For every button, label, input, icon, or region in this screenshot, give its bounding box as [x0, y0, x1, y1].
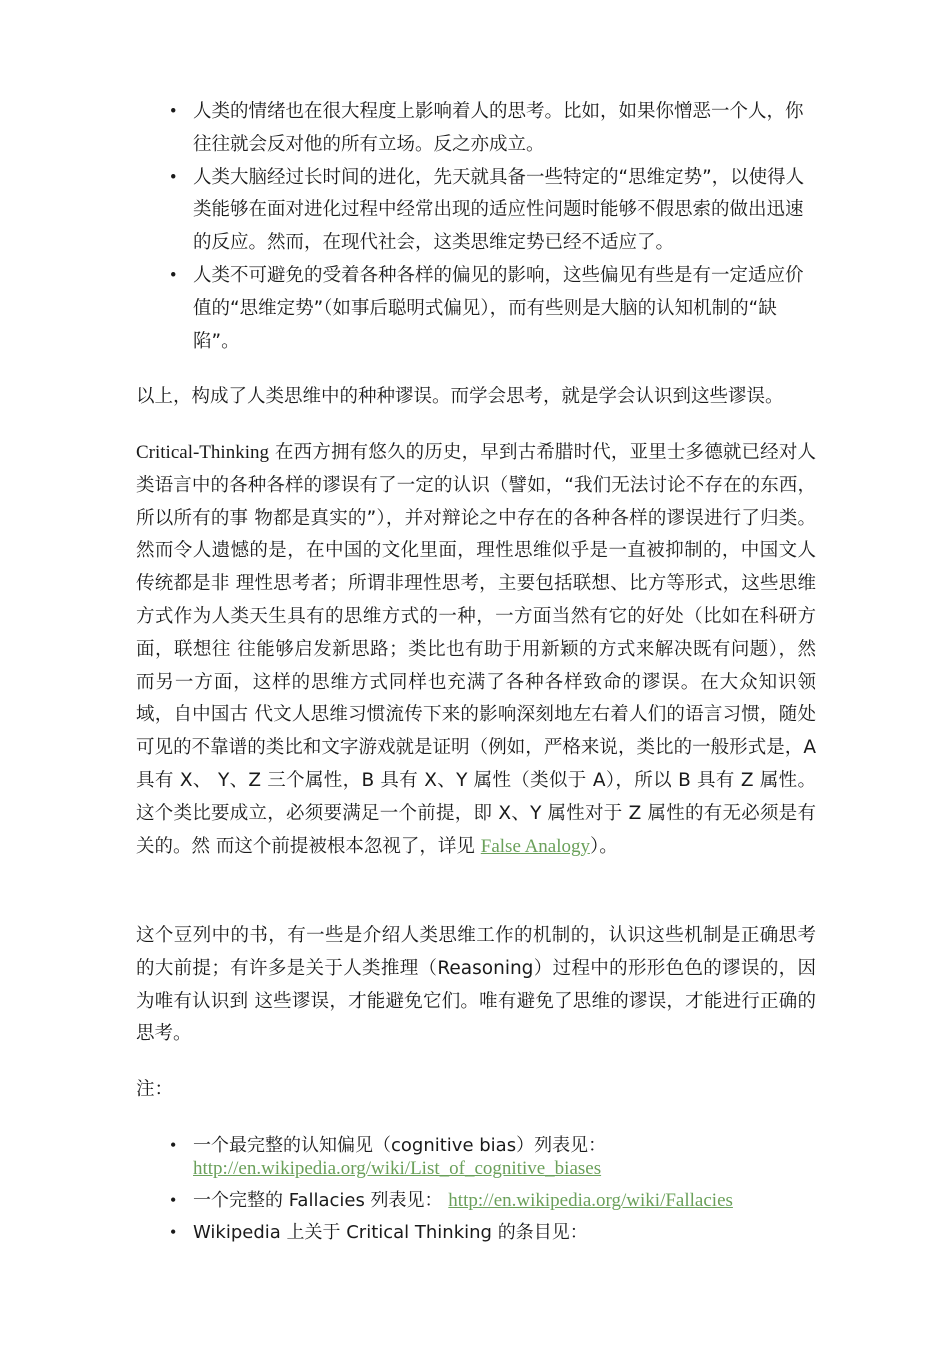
bullet-icon: • — [170, 167, 177, 188]
bullet-icon: • — [170, 265, 177, 286]
fallacies-link[interactable]: http://en.wikipedia.org/wiki/Fallacies — [448, 1190, 733, 1211]
critical-thinking-body: 在西方拥有悠久的历史，早到古希腊时代，亚里士多德就已经对人类语言中的各种各样的谬误有了一定的认识（譬如，“我们无法讨论不存在的东西，所以所有的事 物都是真实的”），并对辩论之中存在的各种各样的谬误进行了归类。然而令人遗憾的是，在中国的文化里面，理性思维似乎是一直被抑制的，中国文人传统都是非 理性思考者；所谓非理性思考，主要包括联想、比方等形式，这些思维方式作为人类天生具有的思维方式的一种，一方面当然有它的好处（比如在科研方面，联想往 往能够启发新思路；类比也有助于用新颖的方式来解决既有问题），然而另一方面，这样的思维方式同样也充满了各种各样致命的谬误。在大众知识领域，自中国古 代文人思维习惯流传下来的影响深刻地左右着人们的语言习惯，随处可见的不靠谱的类比和文字游戏就是证明（例如，严格来说，类比的一般形式是，A 具有 X、 Y、Z 三个属性，B 具有 X、Y 属性（类似于 A），所以 B 具有 Z 属性。这个类比要成立，必须要满足一个前提，即 X、Y 属性对于 Z 属性的有无必须是有关的。然 而这个前提被根本忽视了，详见 — [136, 442, 816, 857]
bias-bullet-list — [166, 96, 816, 358]
note-text: Wikipedia 上关于 Critical Thinking 的条目见： — [193, 1222, 588, 1243]
bullet-text: 人类大脑经过长时间的进化，先天就具备一些特定的“思维定势”，以使得人类能够在面对进化过程中经常出现的适应性问题时能够不假思索的做出迅速的反应。然而，在现代社会，这类思维定势已经不适应了。 — [193, 166, 805, 254]
bullet-text: 人类不可避免的受着各种各样的偏见的影响，这些偏见有些是有一定适应价值的“思维定势”（如事后聪明式偏见），而有些则是大脑的认知机制的“缺陷”。 — [193, 264, 804, 352]
list-item — [166, 1134, 816, 1180]
list-item — [166, 162, 816, 260]
bullet-icon: • — [170, 1190, 177, 1210]
bullet-icon: • — [170, 1222, 177, 1242]
list-item — [166, 260, 816, 358]
critical-thinking-tail: ）。 — [590, 835, 618, 857]
critical-thinking-term: Critical-Thinking — [136, 442, 269, 463]
douban-list-paragraph: 这个豆列中的书，有一些是介绍人类思维工作的机制的，认识这些机制是正确思考的大前提；有许多是关于人类推理（Reasoning）过程中的形形色色的谬误的，因为唯有认识到 这些谬误，才能避免它们。唯有避免了思维的谬误，才能进行正确的思考。 — [136, 925, 816, 1045]
cognitive-bias-link[interactable]: http://en.wikipedia.org/wiki/List_of_cognitive_biases — [193, 1158, 602, 1179]
bullet-icon: • — [170, 102, 177, 122]
list-item — [166, 1221, 816, 1244]
notes-list — [166, 1134, 816, 1253]
summary-paragraph: 以上，构成了人类思维中的种种谬误。而学会思考，就是学会认识到这些谬误。 — [136, 386, 784, 407]
false-analogy-link[interactable]: False Analogy — [480, 835, 591, 857]
bullet-icon: • — [170, 1135, 177, 1155]
notes-label: 注： — [136, 1079, 174, 1100]
note-text: 一个最完整的认知偏见（cognitive bias）列表见： — [193, 1135, 607, 1156]
note-text: 一个完整的 Fallacies 列表见： — [193, 1190, 443, 1211]
list-item — [166, 1189, 816, 1212]
critical-thinking-paragraph — [136, 437, 816, 863]
list-item — [166, 96, 816, 162]
bullet-text: 人类的情绪也在很大程度上影响着人的思考。比如，如果你憎恶一个人，你往往就会反对他的所有立场。反之亦成立。 — [193, 101, 804, 155]
